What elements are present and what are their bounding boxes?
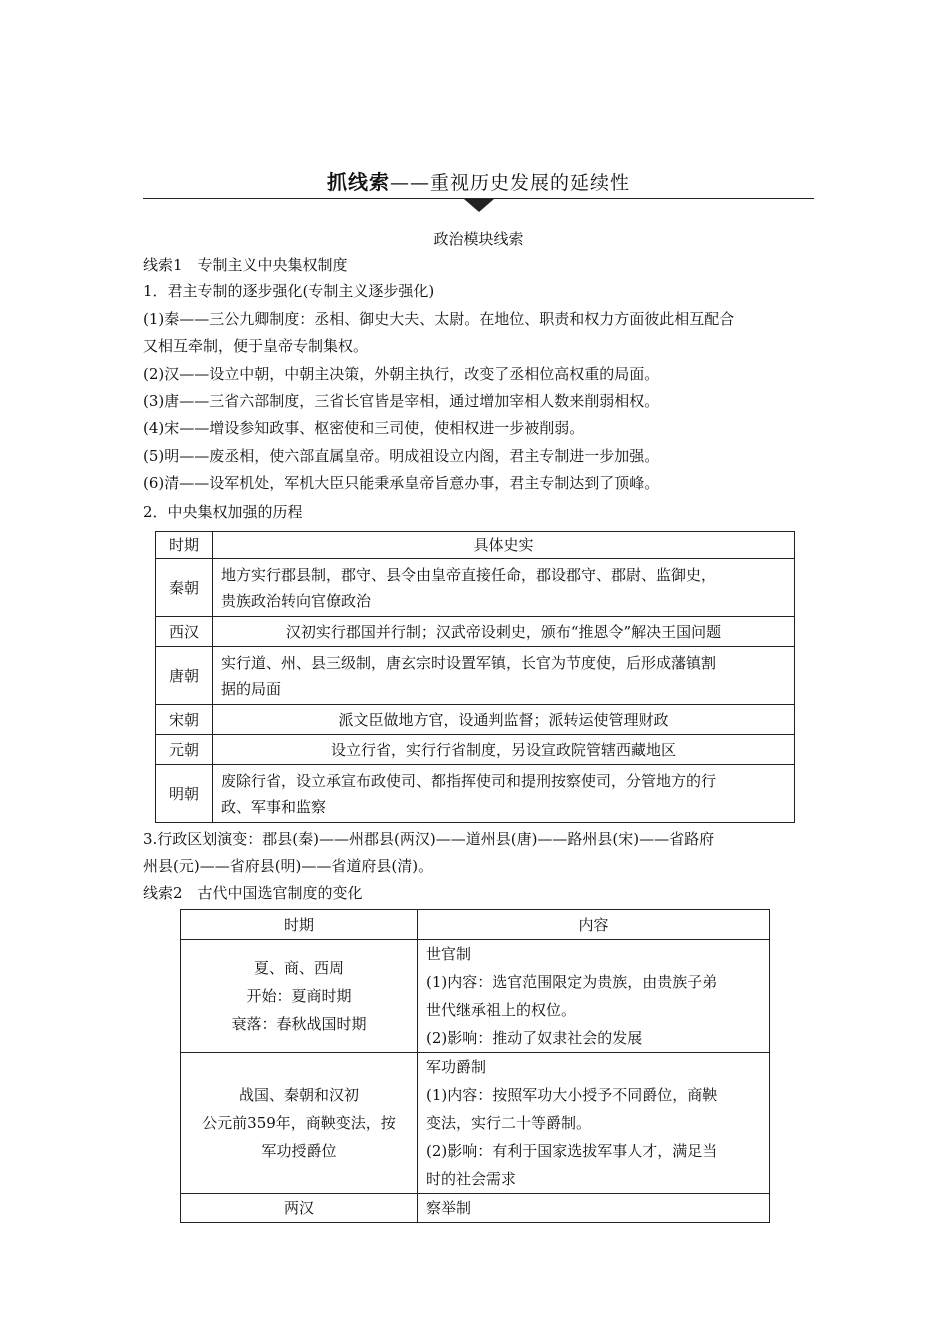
table-header: 具体史实 <box>213 532 795 559</box>
table-row <box>156 765 795 823</box>
table-header: 时期 <box>181 910 418 940</box>
content-line: (2)影响：有利于国家选拔军事人才，满足当 <box>426 1142 718 1160</box>
centralization-table <box>155 531 795 823</box>
table-header: 内容 <box>418 910 770 940</box>
period-cell <box>181 940 418 1053</box>
table-header-row <box>156 532 795 559</box>
table-header-row <box>181 910 770 940</box>
fact-cell <box>213 735 795 765</box>
fact-cell <box>213 705 795 735</box>
fact-line: 实行道、州、县三级制，唐玄宗时设置军镇，长官为节度使，后形成藩镇割 <box>221 653 717 672</box>
clue1-heading: 线索1 专制主义中央集权制度 <box>143 256 348 274</box>
period-cell: 明朝 <box>156 765 213 823</box>
fact-line: 据的局面 <box>221 679 282 698</box>
content-cell <box>418 1194 770 1223</box>
content-line: 察举制 <box>426 1199 472 1217</box>
clue1-item: (4)宋——增设参知政事、枢密使和三司使，使相权进一步被削弱。 <box>143 419 585 437</box>
clue1-item: (5)明——废丞相，使六部直属皇帝。明成祖设立内阁，君主专制进一步加强。 <box>143 447 660 465</box>
table-row <box>156 705 795 735</box>
table-header: 时期 <box>156 532 213 559</box>
clue1-item: (2)汉——设立中朝，中朝主决策，外朝主执行，改变了丞相位高权重的局面。 <box>143 365 660 383</box>
period-line: 两汉 <box>283 1199 314 1217</box>
fact-line: 政、军事和监察 <box>221 797 327 816</box>
period-cell: 元朝 <box>156 735 213 765</box>
title-rest: 重视历史发展的延续性 <box>429 172 630 194</box>
content-line: 世官制 <box>426 945 472 963</box>
content-line: (1)内容：选官范围限定为贵族，由贵族子弟 <box>426 973 718 991</box>
period-cell: 唐朝 <box>156 647 213 705</box>
clue1-sub1: 1．君主专制的逐步强化(专制主义逐步强化) <box>143 282 435 300</box>
fact-line: 地方实行郡县制，郡守、县令由皇帝直接任命，郡设郡守、郡尉、监御史， <box>221 565 717 584</box>
fact-cell <box>213 559 795 617</box>
content-cell <box>418 940 770 1053</box>
period-line: 战国、秦朝和汉初 <box>238 1086 359 1104</box>
fact-line: 汉初实行郡国并行制；汉武帝设刺史，颁布“推恩令”解决王国问题 <box>285 622 722 641</box>
fact-cell <box>213 617 795 647</box>
table-row <box>156 735 795 765</box>
clue1-sub3-line: 3.行政区划演变：郡县(秦)——州郡县(两汉)——道州县(唐)——路州县(宋)——省路府 <box>143 830 715 848</box>
triangle-down-icon <box>464 199 494 212</box>
table-row <box>181 1194 770 1223</box>
official-selection-table <box>180 909 770 1223</box>
table-row <box>181 940 770 1053</box>
period-line: 夏、商、西周 <box>253 959 344 977</box>
fact-line: 贵族政治转向官僚政治 <box>221 591 372 610</box>
table-row <box>156 559 795 617</box>
table-row <box>181 1053 770 1194</box>
clue1-item: (6)清——设军机处，军机大臣只能秉承皇帝旨意办事，君主专制达到了顶峰。 <box>143 474 660 492</box>
period-line: 衰落：春秋战国时期 <box>231 1015 367 1033</box>
table-row <box>156 617 795 647</box>
content-line: 时的社会需求 <box>426 1170 517 1188</box>
content-line: (2)影响：推动了奴隶社会的发展 <box>426 1029 643 1047</box>
content-line: 军功爵制 <box>426 1058 487 1076</box>
period-cell: 西汉 <box>156 617 213 647</box>
period-cell: 秦朝 <box>156 559 213 617</box>
clue2-heading: 线索2 古代中国选官制度的变化 <box>143 884 363 902</box>
table-row <box>156 647 795 705</box>
page-title <box>143 166 814 195</box>
period-line: 军功授爵位 <box>261 1142 337 1160</box>
fact-line: 废除行省，设立承宣布政使司、都指挥使司和提刑按察使司，分管地方的行 <box>221 771 717 790</box>
content-line: 变法，实行二十等爵制。 <box>426 1114 592 1132</box>
clue1-item: 又相互牵制，便于皇帝专制集权。 <box>143 337 369 355</box>
title-banner <box>143 160 814 216</box>
period-line: 公元前359年，商鞅变法，按 <box>202 1114 396 1132</box>
content-cell <box>418 1053 770 1194</box>
clue1-sub3-line: 州县(元)——省府县(明)——省道府县(清)。 <box>143 857 434 875</box>
section-title: 政治模块线索 <box>433 230 524 248</box>
clue1-item: (3)唐——三省六部制度，三省长官皆是宰相，通过增加宰相人数来削弱相权。 <box>143 392 660 410</box>
fact-cell <box>213 765 795 823</box>
fact-line: 派文臣做地方官，设通判监督；派转运使管理财政 <box>338 710 669 729</box>
title-bold: 抓线索 <box>326 170 390 194</box>
period-line: 开始：夏商时期 <box>246 987 352 1005</box>
title-dash: —— <box>389 172 430 194</box>
period-cell <box>181 1053 418 1194</box>
content-line: 世代继承祖上的权位。 <box>426 1001 577 1019</box>
fact-cell <box>213 647 795 705</box>
clue1-item: (1)秦——三公九卿制度：丞相、御史大夫、太尉。在地位、职责和权力方面彼此相互配合 <box>143 310 735 328</box>
clue1-sub2: 2．中央集权加强的历程 <box>143 503 303 521</box>
period-cell <box>181 1194 418 1223</box>
fact-line: 设立行省，实行行省制度，另设宣政院管辖西藏地区 <box>330 740 676 759</box>
period-cell: 宋朝 <box>156 705 213 735</box>
content-line: (1)内容：按照军功大小授予不同爵位，商鞅 <box>426 1086 718 1104</box>
